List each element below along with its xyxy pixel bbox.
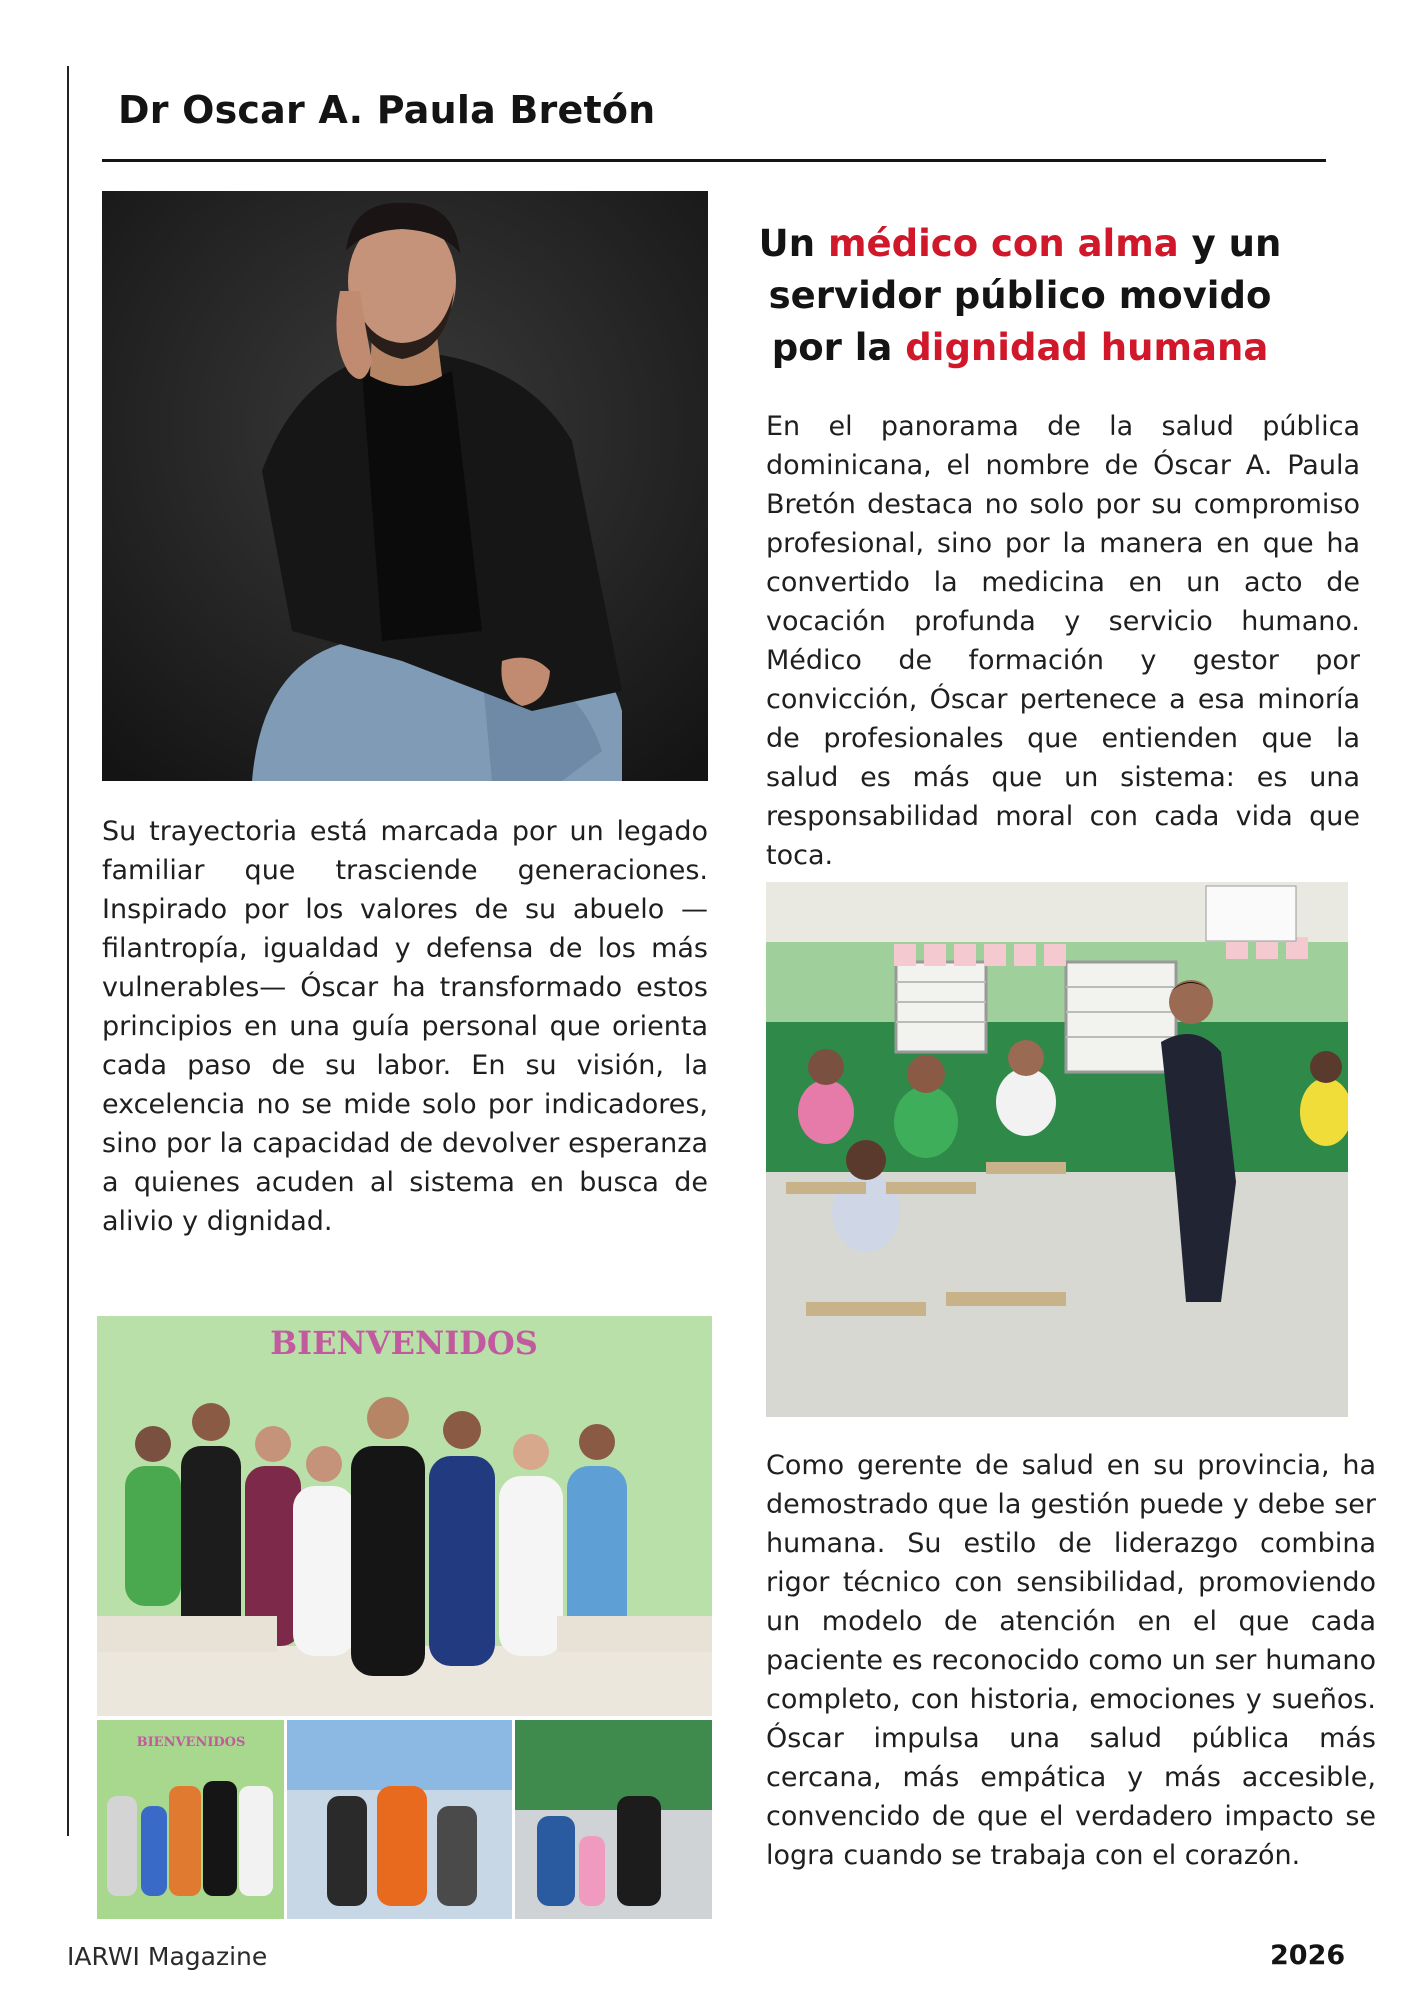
header-divider	[102, 159, 1326, 162]
headline-accent1: médico con alma	[827, 222, 1179, 265]
classroom-photo	[766, 882, 1348, 1417]
paragraph-trajectory: Su trayectoria está marcada por un legado familiar que trasciende generaciones. Inspirado por los valores de su abuelo —filantropía, igualdad y defensa de los más vulnerables— Óscar ha transformado estos principios en una guía personal que orienta cada paso de su labor. En su visión, la excelencia no se mide solo por indicadores, sino por la capacidad de devolver esperanza a quienes acuden al sistema en busca de alivio y dignidad.	[102, 816, 708, 1237]
page-header-name: Dr Oscar A. Paula Bretón	[118, 88, 656, 132]
paragraph-management: Como gerente de salud en su provincia, ha demostrado que la gestión puede y debe ser humana. Su estilo de liderazgo combina rigor técnico con sensibilidad, promoviendo un modelo de atención en el que cada paciente es reconocido como un ser humano completo, con historia, emociones y sueños. Óscar impulsa una salud pública más cercana, más empática y más accesible, convencido de que el verdadero impacto se logra cuando se trabaja con el corazón.	[766, 1450, 1376, 1871]
group-photo-collage	[97, 1316, 712, 1919]
portrait-photo	[102, 191, 708, 781]
left-vertical-rule	[67, 66, 69, 1836]
headline-part1: Un	[758, 222, 828, 265]
article-headline	[740, 218, 1300, 374]
bienvenidos-banner-text: BIENVENIDOS	[270, 1324, 538, 1362]
footer-magazine-name: IARWI Magazine	[67, 1942, 268, 1971]
headline-accent2: dignidad humana	[905, 326, 1269, 369]
paragraph-intro: En el panorama de la salud pública dominicana, el nombre de Óscar A. Paula Bretón destaca no solo por su compromiso profesional, sino por la manera en que ha convertido la medicina en un acto de vocación profunda y servicio humano. Médico de formación y gestor por convicción, Óscar pertenece a esa minoría de profesionales que entienden que la salud es más que un sistema: es una responsabilidad moral con cada vida que toca.	[766, 411, 1360, 871]
headline-part2: y un servidor público movido por la	[768, 222, 1282, 369]
bienvenidos-small-banner-text: BIENVENIDOS	[136, 1735, 246, 1750]
footer-year: 2026	[1270, 1940, 1346, 1971]
